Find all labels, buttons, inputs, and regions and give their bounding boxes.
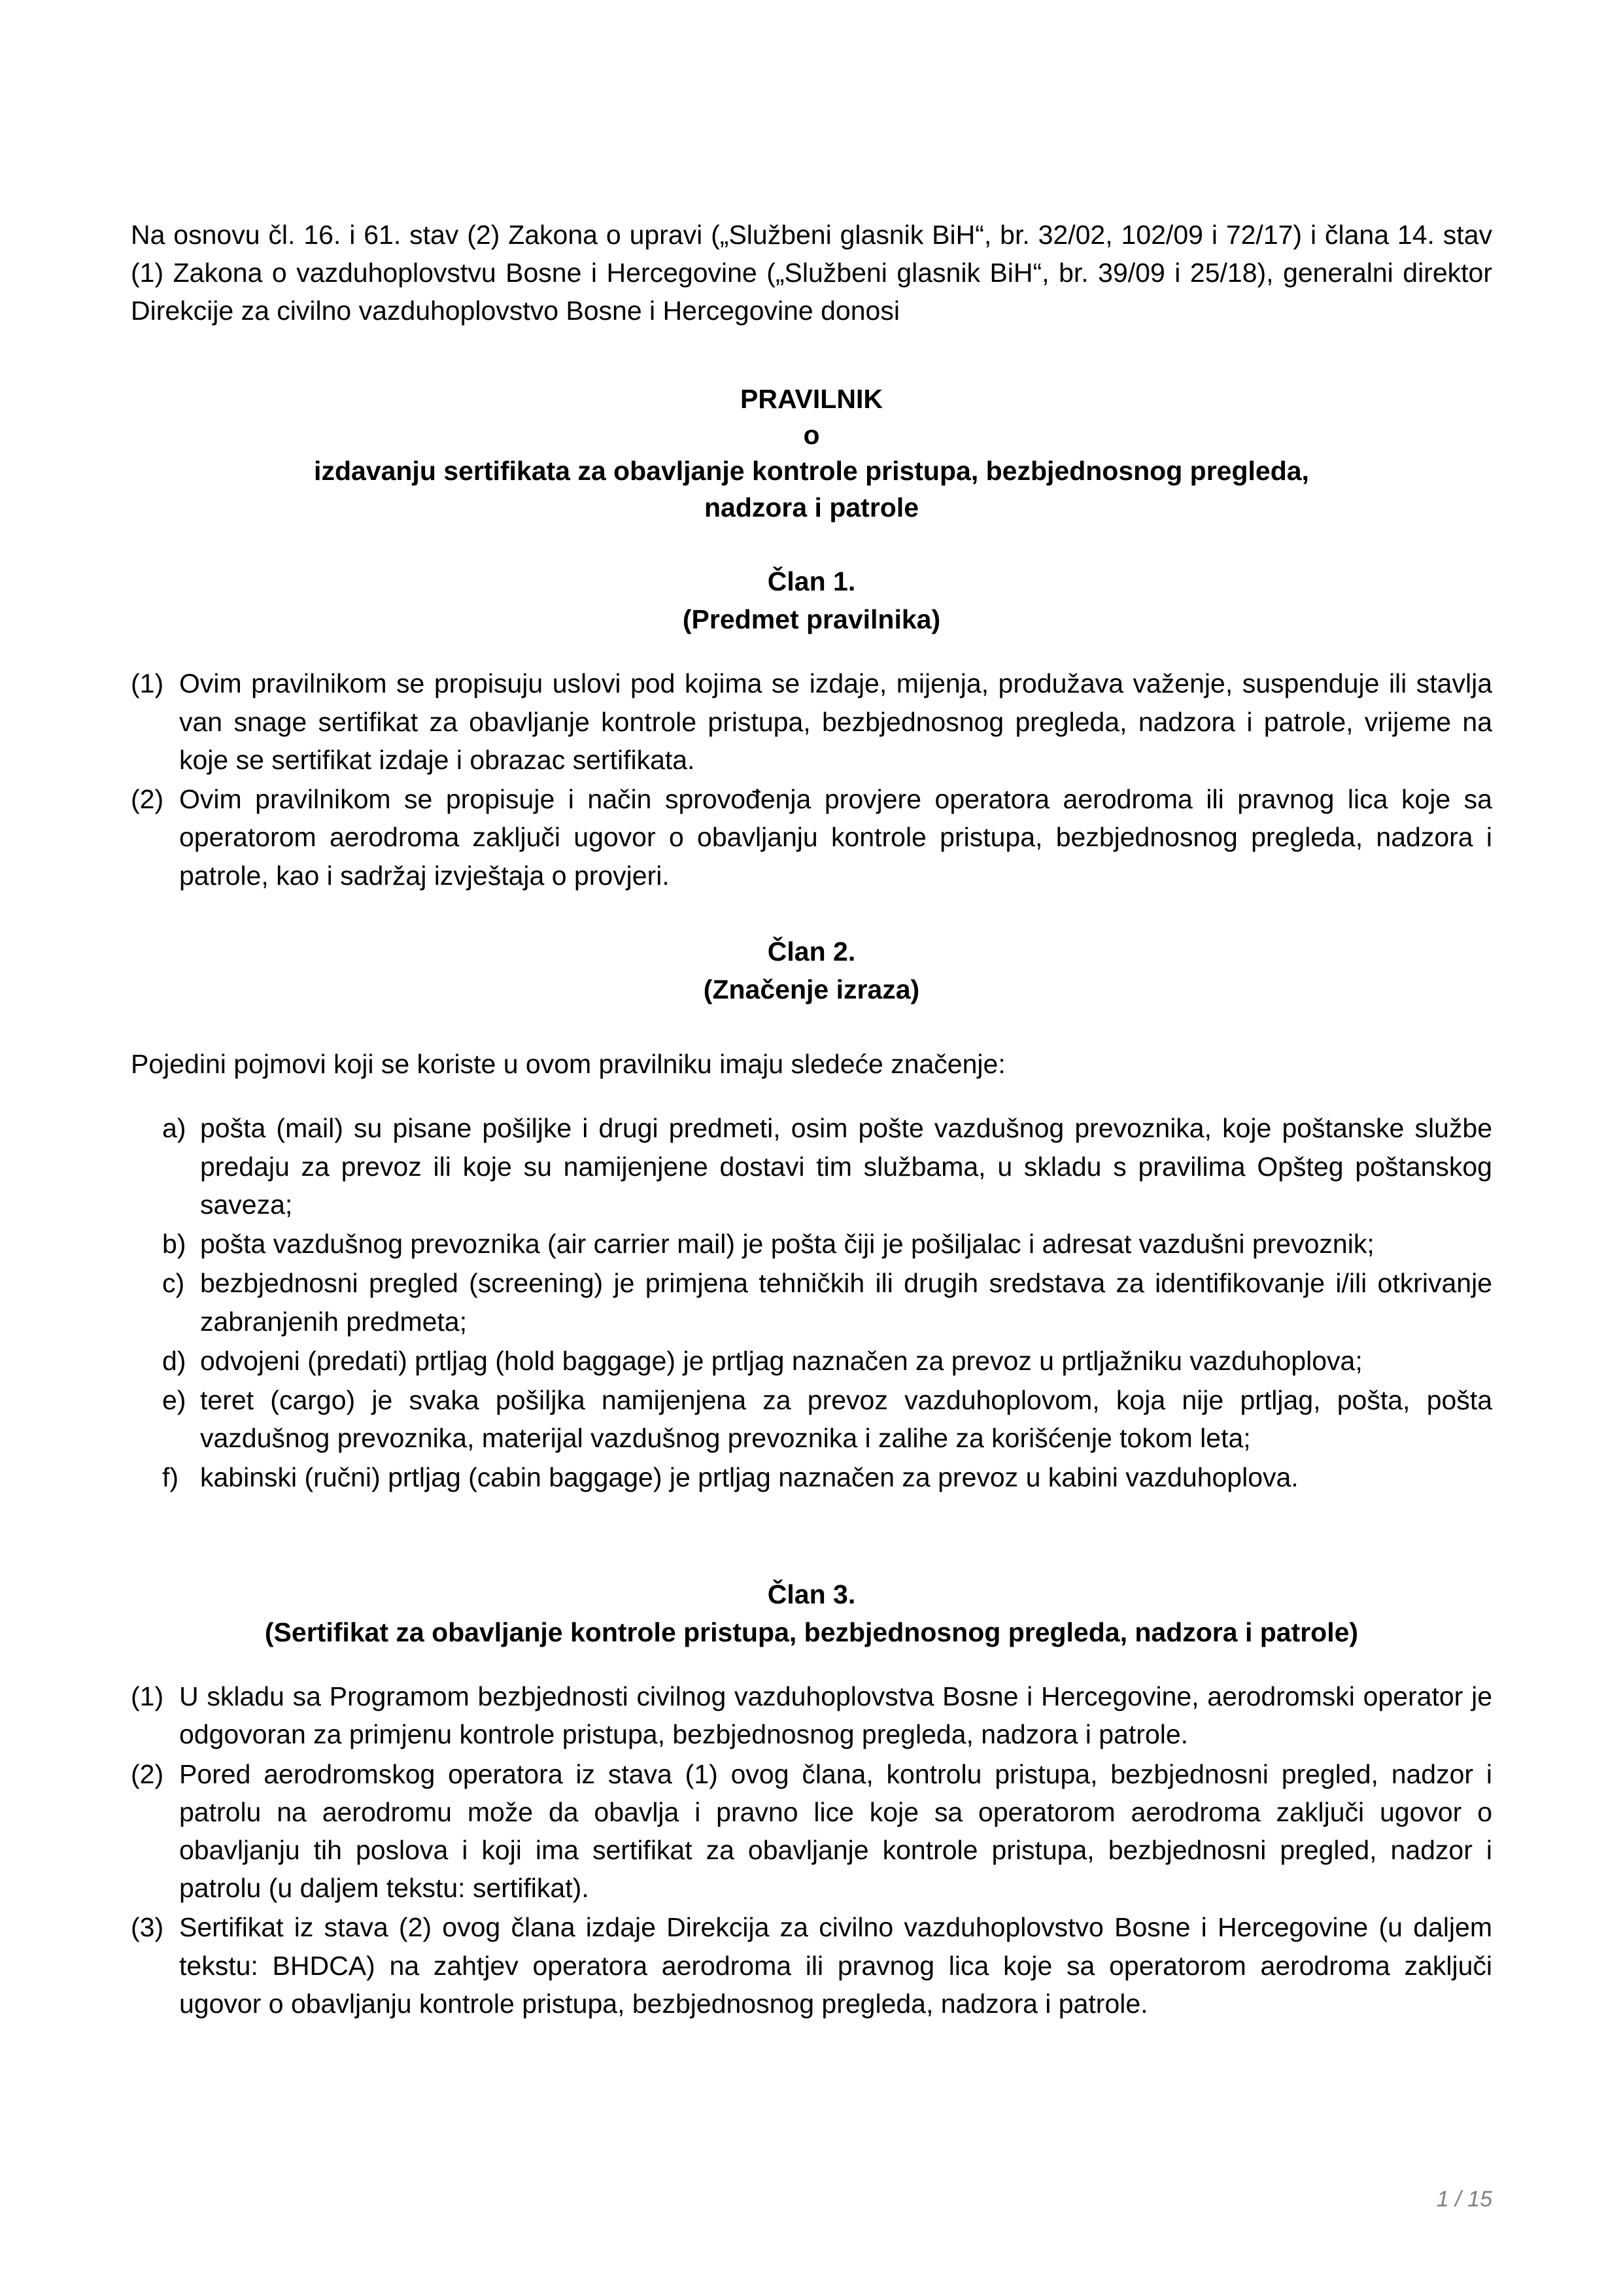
article-3-paragraph-2	[131, 1755, 1492, 1908]
document-title-block	[131, 381, 1492, 526]
definition-marker: c)	[162, 1268, 185, 1299]
definition-item	[162, 1342, 1492, 1380]
article-1-paragraphs	[131, 664, 1492, 894]
definition-text: teret (cargo) je svaka pošiljka namijenjena za prevoz vazduhoplovom, koja nije prtljag, pošta, pošta vazdušnog prevoznika, materijal vazdušnog prevoznika i zalihe za korišćenje tokom leta;	[200, 1384, 1492, 1454]
document-title-line1: PRAVILNIK	[740, 383, 883, 414]
definition-item	[162, 1458, 1492, 1496]
document-title-line2: o	[803, 420, 820, 450]
paragraph-marker: (2)	[131, 784, 164, 815]
article-2	[131, 933, 1492, 1497]
definition-text: odvojeni (predati) prtljag (hold baggage) je prtljag naznačen za prevoz u prtljažniku vazduhoplova;	[200, 1345, 1363, 1376]
definition-marker: b)	[162, 1229, 186, 1259]
article-3	[131, 1575, 1492, 2023]
document-body	[131, 216, 1492, 2023]
article-1-paragraph-2	[131, 780, 1492, 895]
definition-item	[162, 1381, 1492, 1457]
article-3-number: Član 3.	[767, 1579, 856, 1609]
paragraph-text: Ovim pravilnikom se propisuju uslovi pod kojima se izdaje, mijenja, produžava važenje, suspenduje ili stavlja van snage sertifikat za obavljanje kontrole pristupa, bezbjednosnog pregleda, nadzora i patrole, vrijeme na koje se sertifikat izdaje i obrazac sertifikata.	[179, 668, 1492, 775]
article-2-definitions	[131, 1109, 1492, 1496]
document-title-line4: nadzora i patrole	[704, 492, 919, 523]
article-3-paragraph-3	[131, 1908, 1492, 2023]
definition-marker: d)	[162, 1345, 186, 1376]
article-1-number: Član 1.	[767, 566, 856, 597]
article-1-paragraph-1	[131, 664, 1492, 779]
article-1-subtitle: (Predmet pravilnika)	[682, 604, 941, 635]
article-2-lead: Pojedini pojmovi koji se koriste u ovom pravilniku imaju sledeće značenje:	[131, 1049, 1006, 1080]
definition-text: pošta vazdušnog prevoznika (air carrier mail) je pošta čiji je pošiljalac i adresat vazdušni prevoznik;	[200, 1229, 1375, 1259]
document-title-line3: izdavanju sertifikata za obavljanje kontrole pristupa, bezbjednosnog pregleda,	[314, 456, 1309, 487]
definition-text: bezbjednosni pregled (screening) je primjena tehničkih ili drugih sredstava za identifikovanje i/ili otkrivanje zabranjenih predmeta;	[200, 1268, 1492, 1337]
article-3-subtitle: (Sertifikat za obavljanje kontrole pristupa, bezbjednosnog pregleda, nadzora i patrole)	[264, 1617, 1359, 1647]
article-2-subtitle: (Značenje izraza)	[703, 974, 920, 1004]
definition-item	[162, 1264, 1492, 1340]
definition-marker: f)	[162, 1462, 179, 1493]
preamble-block	[131, 216, 1492, 330]
article-3-paragraphs	[131, 1677, 1492, 2023]
preamble-paragraph: Na osnovu čl. 16. i 61. stav (2) Zakona o upravi („Službeni glasnik BiH“, br. 32/02, 102/09 i 72/17) i člana 14. stav (1) Zakona o vazduhoplovstvu Bosne i Hercegovine („Službeni glasnik BiH“, br. 39/09 i 25/18), generalni direktor Direkcije za civilno vazduhoplovstvo Bosne i Hercegovine donosi	[131, 220, 1492, 326]
paragraph-marker: (1)	[131, 668, 164, 699]
paragraph-text: Pored aerodromskog operatora iz stava (1) ovog člana, kontrolu pristupa, bezbjednosni pregled, nadzor i patrolu na aerodromu može da obavlja i pravno lice koje sa operatorom aerodroma zaključi ugovor o obavljanju tih poslova i koji ima sertifikat za obavljanje kontrole pristupa, bezbjednosni pregled, nadzor i patrolu (u daljem tekstu: sertifikat).	[179, 1758, 1492, 1904]
article-1	[131, 562, 1492, 895]
paragraph-marker: (3)	[131, 1912, 164, 1943]
definition-text: kabinski (ručni) prtljag (cabin baggage) je prtljag naznačen za prevoz u kabini vazduhoplova.	[200, 1462, 1299, 1493]
paragraph-text: Sertifikat iz stava (2) ovog člana izdaje Direkcija za civilno vazduhoplovstvo Bosne i Hercegovine (u daljem tekstu: BHDCA) na zahtjev operatora aerodroma ili pravnog lica koje sa operatorom aerodroma zaključi ugovor o obavljanju kontrole pristupa, bezbjednosnog pregleda, nadzora i patrole.	[179, 1912, 1492, 2019]
article-2-number: Član 2.	[767, 936, 856, 967]
definition-marker: e)	[162, 1384, 186, 1415]
paragraph-marker: (2)	[131, 1758, 164, 1789]
paragraph-text: Ovim pravilnikom se propisuje i način sprovođenja provjere operatora aerodroma ili pravnog lica koje sa operatorom aerodroma zaključi ugovor o obavljanju kontrole pristupa, bezbjednosnog pregleda, nadzora i patrole, kao i sadržaj izvještaja o provjeri.	[179, 784, 1492, 891]
paragraph-marker: (1)	[131, 1681, 164, 1712]
article-3-paragraph-1	[131, 1677, 1492, 1753]
definition-marker: a)	[162, 1113, 186, 1144]
paragraph-text: U skladu sa Programom bezbjednosti civilnog vazduhoplovstva Bosne i Hercegovine, aerodromski operator je odgovoran za primjenu kontrole pristupa, bezbjednosnog pregleda, nadzora i patrole.	[179, 1681, 1492, 1750]
definition-item	[162, 1109, 1492, 1224]
definition-text: pošta (mail) su pisane pošiljke i drugi predmeti, osim pošte vazdušnog prevoznika, koje poštanske službe predaju za prevoz ili koje su namijenjene dostavi tim službama, u skladu s pravilima Opšteg poštanskog saveza;	[200, 1113, 1492, 1220]
definition-item	[162, 1225, 1492, 1263]
page-number-footer: 1 / 15	[1436, 2187, 1492, 2212]
